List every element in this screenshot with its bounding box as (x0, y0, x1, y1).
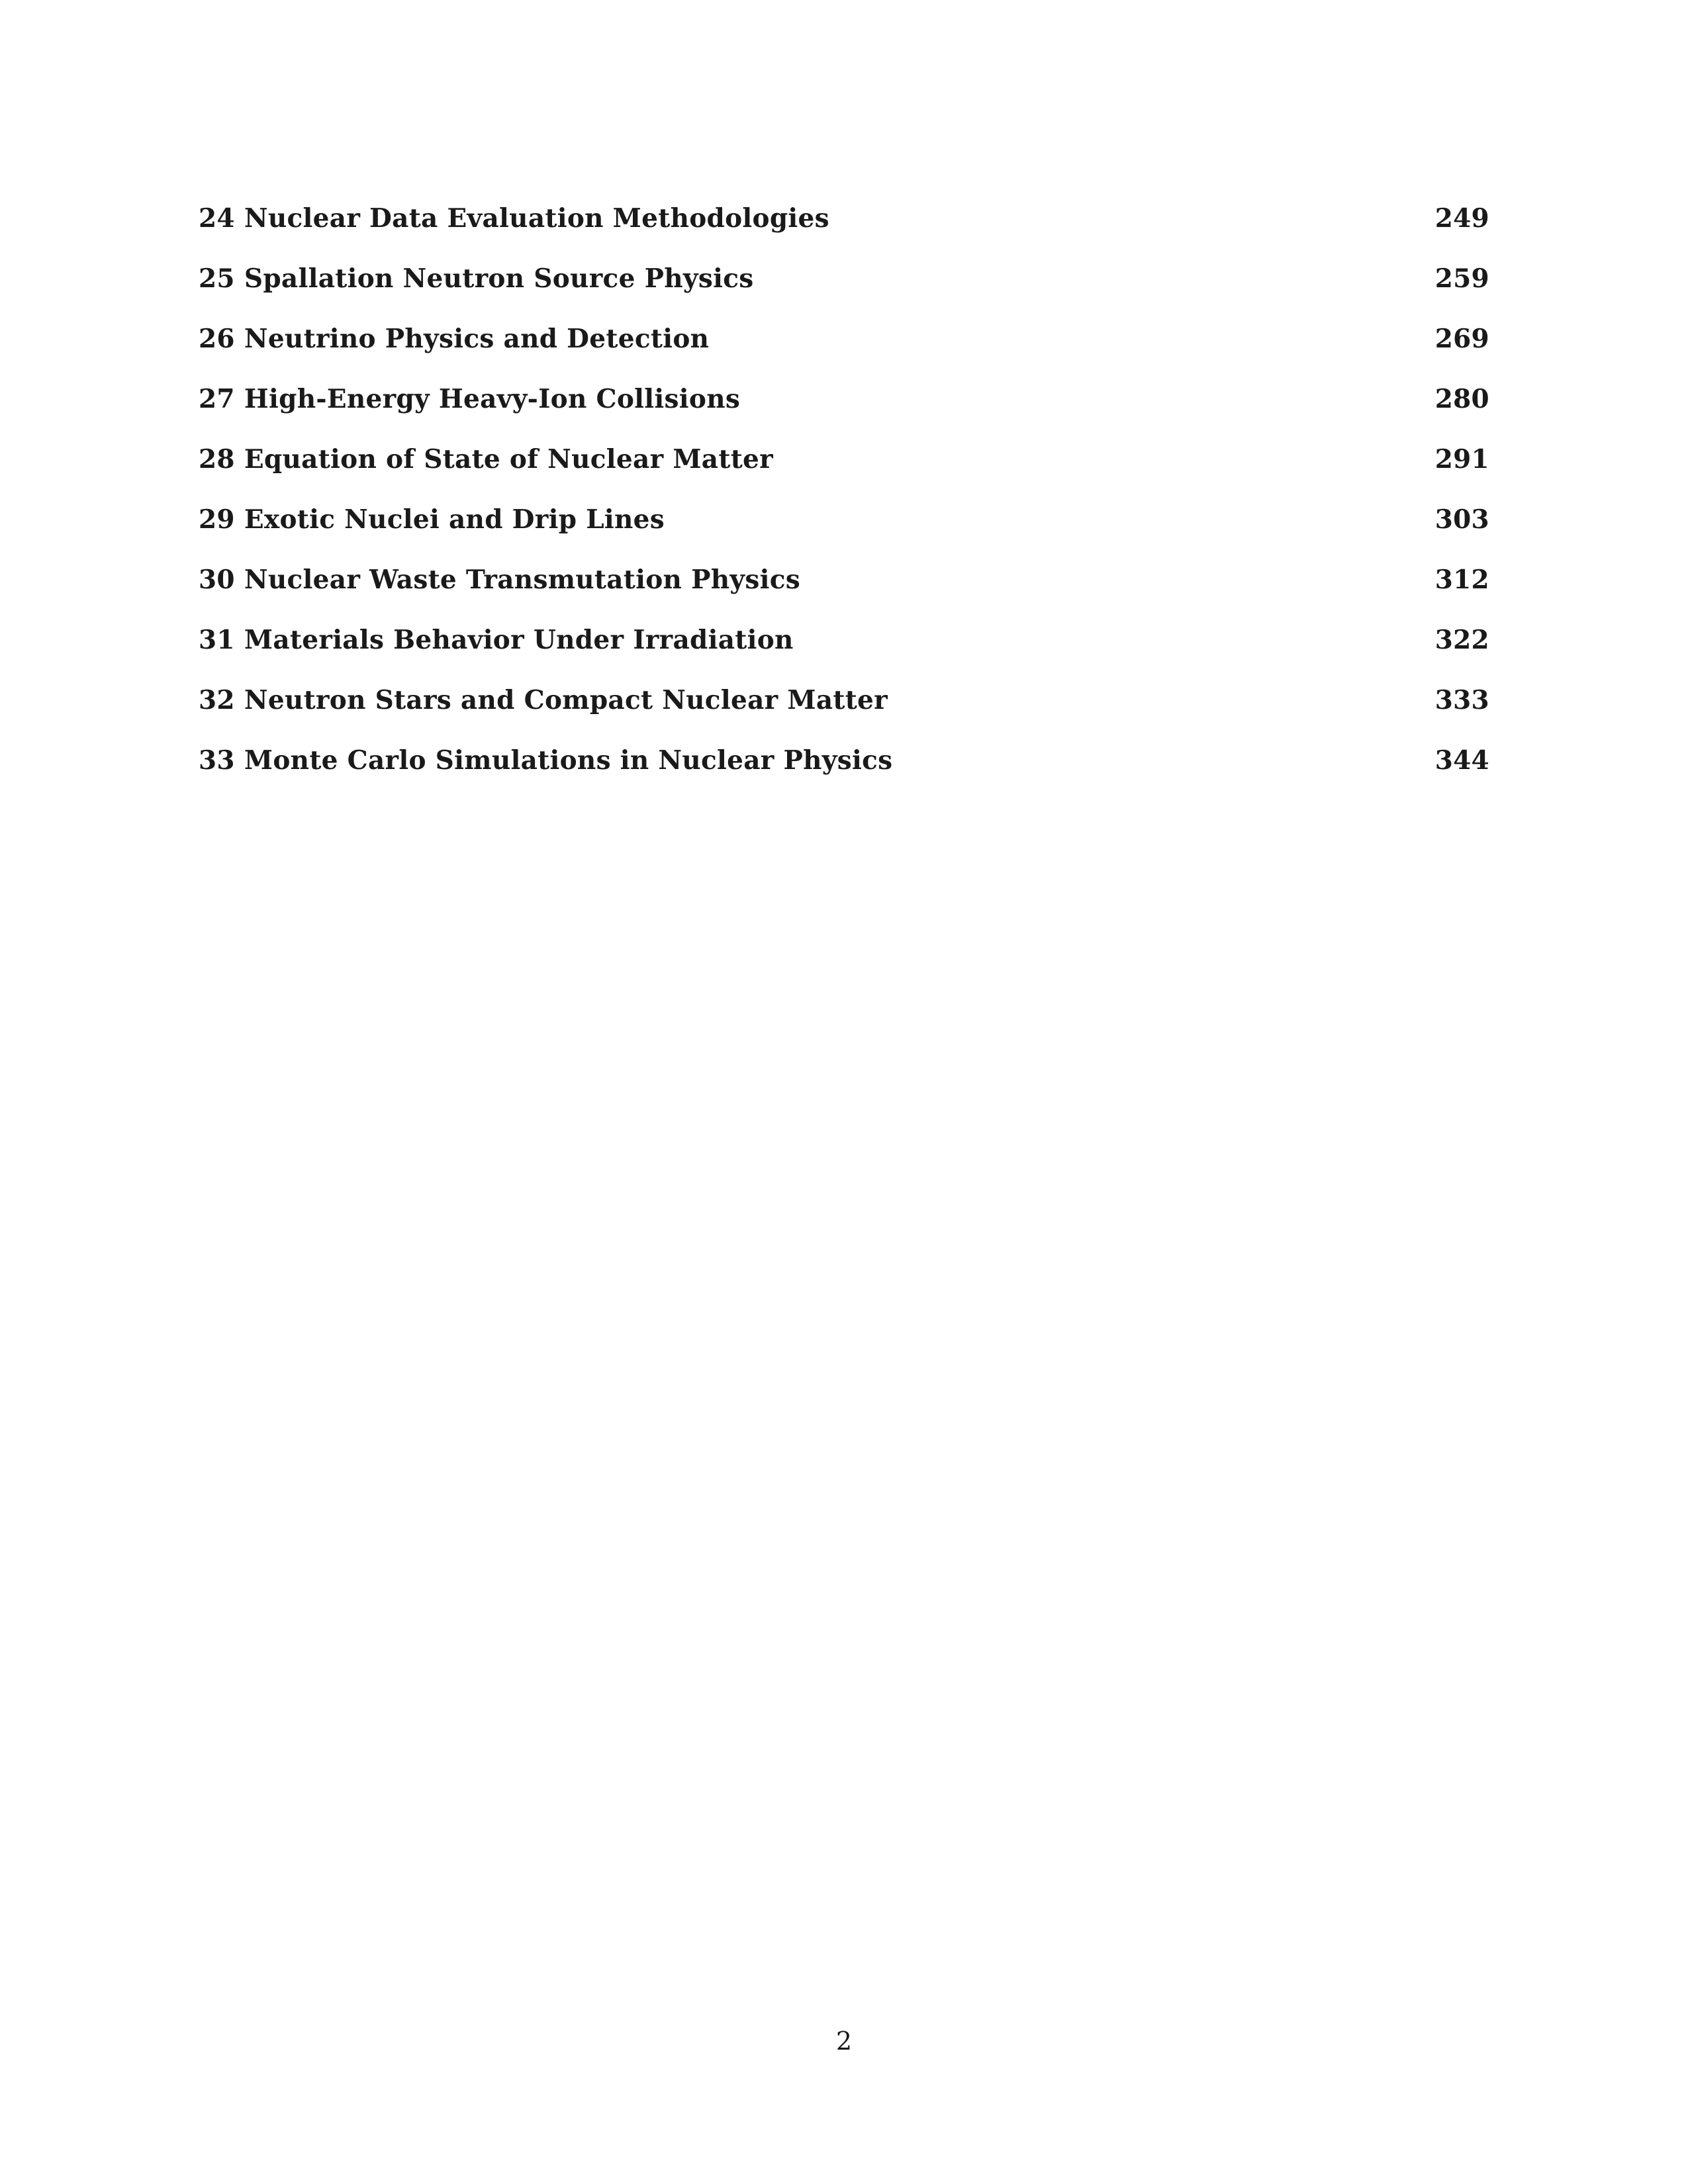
chapter-title: Equation of State of Nuclear Matter (244, 444, 773, 475)
toc-entry[interactable] (199, 314, 1489, 374)
chapter-page-number: 344 (1434, 745, 1489, 776)
chapter-title: Spallation Neutron Source Physics (244, 263, 754, 294)
chapter-number: 33 (199, 745, 235, 776)
toc-entry[interactable] (199, 434, 1489, 494)
chapter-page-number: 249 (1434, 203, 1489, 234)
chapter-number: 31 (199, 625, 235, 655)
toc-entry[interactable] (199, 193, 1489, 253)
toc-entry-heading (199, 374, 740, 424)
chapter-number: 27 (199, 384, 235, 414)
toc-entry-heading (199, 253, 754, 304)
chapter-number: 28 (199, 444, 235, 475)
toc-entry[interactable] (199, 555, 1489, 615)
toc-entry-heading (199, 193, 829, 244)
chapter-title: Materials Behavior Under Irradiation (244, 625, 794, 655)
chapter-title: Exotic Nuclei and Drip Lines (244, 504, 665, 535)
chapter-number: 30 (199, 565, 235, 595)
toc-entry[interactable] (199, 675, 1489, 735)
table-of-contents (199, 193, 1489, 796)
chapter-number: 32 (199, 685, 235, 715)
chapter-page-number: 259 (1434, 263, 1489, 294)
toc-entry-heading (199, 615, 794, 665)
chapter-page-number: 280 (1434, 384, 1489, 414)
chapter-page-number: 333 (1434, 685, 1489, 715)
chapter-number: 29 (199, 504, 235, 535)
toc-entry-heading (199, 494, 665, 545)
chapter-page-number: 312 (1434, 565, 1489, 595)
toc-entry[interactable] (199, 253, 1489, 314)
toc-entry[interactable] (199, 374, 1489, 434)
chapter-title: Monte Carlo Simulations in Nuclear Physics (244, 745, 893, 776)
chapter-title: Neutron Stars and Compact Nuclear Matter (244, 685, 888, 715)
chapter-page-number: 291 (1434, 444, 1489, 475)
chapter-number: 26 (199, 324, 235, 354)
chapter-title: Nuclear Data Evaluation Methodologies (244, 203, 829, 234)
toc-entry-heading (199, 434, 773, 484)
chapter-title: Neutrino Physics and Detection (244, 324, 710, 354)
toc-entry[interactable] (199, 615, 1489, 675)
chapter-number: 25 (199, 263, 235, 294)
page-number: 2 (835, 2026, 853, 2056)
toc-entry[interactable] (199, 494, 1489, 555)
toc-entry-heading (199, 314, 709, 364)
chapter-title: High-Energy Heavy-Ion Collisions (244, 384, 741, 414)
toc-entry-heading (199, 555, 800, 605)
toc-entry[interactable] (199, 735, 1489, 796)
toc-entry-heading (199, 735, 892, 786)
chapter-title: Nuclear Waste Transmutation Physics (244, 565, 801, 595)
toc-entry-heading (199, 675, 888, 725)
chapter-page-number: 269 (1434, 324, 1489, 354)
chapter-page-number: 322 (1434, 625, 1489, 655)
chapter-page-number: 303 (1434, 504, 1489, 535)
chapter-number: 24 (199, 203, 235, 234)
